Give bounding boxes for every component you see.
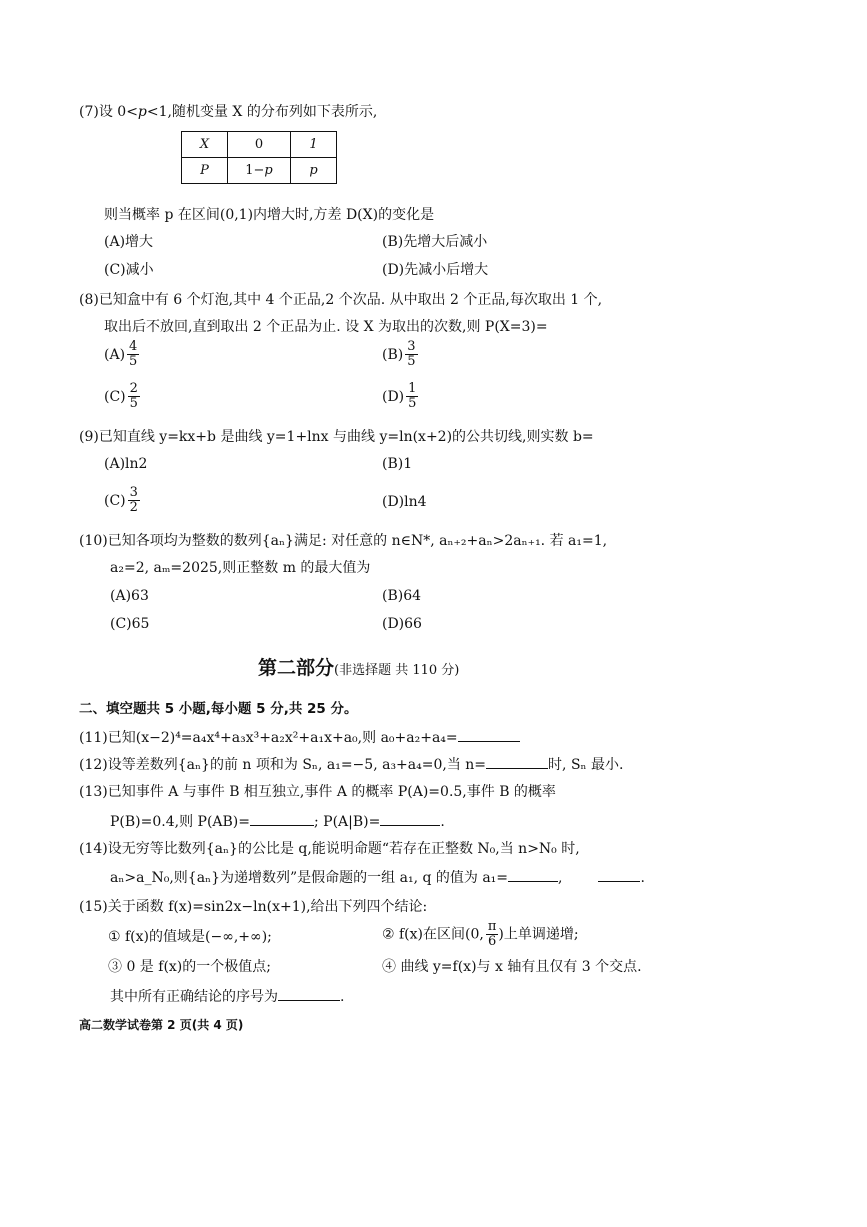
q10-stem-line1: (10)已知各项均为整数的数列{aₙ}满足: 对任意的 n∈N*, aₙ₊₂+aₙ>2aₙ₊₁. 若 a₁=1, xyxy=(79,533,608,549)
q7-stem: (7)设 0<p<1,随机变量 X 的分布列如下表所示, xyxy=(79,104,378,120)
page-footer: 高二数学试卷第 2 页(共 4 页) xyxy=(79,1018,244,1032)
q12-stem: (12)设等差数列{aₙ}的前 n 项和为 Sₙ, a₁=−5, a₃+a₄=0,当 n= 时, Sₙ 最小. xyxy=(79,757,624,773)
q11-stem: (11)已知(x−2)⁴=a₄x⁴+a₃x³+a₂x²+a₁x+a₀,则 a₀+a₂+a₄= xyxy=(79,728,520,747)
q8-option-a: (A) $\frac{4}{5}$ xyxy=(104,339,138,369)
q8-stem-line1: (8)已知盒中有 6 个灯泡,其中 4 个正品,2 个次品. 从中取出 2 个正品,每次取出 1 个, xyxy=(79,292,603,308)
table-row xyxy=(182,158,337,184)
q14-stem-line1: (14)设无穷等比数列{aₙ}的公比是 q,能说明命题“若存在正整数 N₀,当 n>N₀ 时, xyxy=(79,841,580,857)
q14-stem-line2: aₙ>a_N₀,则{aₙ}为递增数列”是假命题的一组 a₁, q 的值为 a₁= , . xyxy=(110,870,645,886)
q10-option-a: (A)63 xyxy=(110,588,149,604)
table-cell: 0 xyxy=(228,132,291,158)
fraction: $\frac{4}{5}$ xyxy=(129,339,138,369)
q8-option-c: (C) $\frac{2}{5}$ xyxy=(104,381,138,411)
answer-blank xyxy=(458,728,520,742)
answer-blank xyxy=(508,868,558,882)
fraction: $\frac{1}{5}$ xyxy=(408,381,417,411)
q15-conclusion-1: ① f(x)的值域是(−∞,+∞); xyxy=(108,929,272,945)
q7-option-b: (B)先增大后减小 xyxy=(382,234,488,250)
q9-option-c: (C) $\frac{3}{2}$ xyxy=(104,485,138,515)
q7-question: 则当概率 p 在区间(0,1)内增大时,方差 D(X)的变化是 xyxy=(104,207,435,223)
fraction: $\frac{3}{2}$ xyxy=(129,485,138,515)
table-cell: X xyxy=(182,132,228,158)
q10-stem-line2: a₂=2, aₘ=2025,则正整数 m 的最大值为 xyxy=(110,560,371,576)
answer-blank xyxy=(486,755,548,769)
q15-ending: 其中所有正确结论的序号为 . xyxy=(110,989,345,1005)
answer-blank xyxy=(278,987,340,1001)
table-cell: p xyxy=(291,158,337,184)
q9-option-d: (D)ln4 xyxy=(382,494,427,510)
q15-conclusion-2: ② f(x)在区间(0, $\frac{\pi}{6}$ )上单调递增; xyxy=(382,919,579,949)
table-row xyxy=(182,132,337,158)
table-cell: 1−p xyxy=(228,158,291,184)
q7-option-a: (A)增大 xyxy=(104,234,154,250)
q8-option-b: (B) $\frac{3}{5}$ xyxy=(382,339,416,369)
part2-title: 第二部分(非选择题 共 110 分) xyxy=(258,657,460,679)
q9-option-a: (A)ln2 xyxy=(104,456,148,472)
fill-in-section-header: 二、填空题共 5 小题,每小题 5 分,共 25 分。 xyxy=(79,701,358,717)
q10-option-b: (B)64 xyxy=(382,588,422,604)
fraction: $\frac{\pi}{6}$ xyxy=(487,919,497,949)
q7-option-c: (C)减小 xyxy=(104,262,154,278)
q9-option-b: (B)1 xyxy=(382,456,413,472)
answer-blank xyxy=(598,868,640,882)
q7-option-d: (D)先减小后增大 xyxy=(382,262,489,278)
distribution-table xyxy=(181,131,337,184)
q13-stem-line1: (13)已知事件 A 与事件 B 相互独立,事件 A 的概率 P(A)=0.5,事件 B 的概率 xyxy=(79,784,556,800)
table-cell: P xyxy=(182,158,228,184)
answer-blank xyxy=(380,812,440,826)
fraction: $\frac{2}{5}$ xyxy=(129,381,138,411)
q9-stem: (9)已知直线 y=kx+b 是曲线 y=1+lnx 与曲线 y=ln(x+2)的公共切线,则实数 b= xyxy=(79,429,594,445)
q8-stem-line2: 取出后不放回,直到取出 2 个正品为止. 设 X 为取出的次数,则 P(X=3)= xyxy=(104,319,548,335)
q15-conclusion-3: ③ 0 是 f(x)的一个极值点; xyxy=(108,959,271,975)
answer-blank xyxy=(250,812,314,826)
q15-stem: (15)关于函数 f(x)=sin2x−ln(x+1),给出下列四个结论: xyxy=(79,899,428,915)
q8-option-d: (D) $\frac{1}{5}$ xyxy=(382,381,417,411)
q13-stem-line2: P(B)=0.4,则 P(AB)= ; P(A|B)= . xyxy=(110,814,445,830)
q10-option-c: (C)65 xyxy=(110,616,150,632)
fraction: $\frac{3}{5}$ xyxy=(407,339,416,369)
q15-conclusion-4: ④ 曲线 y=f(x)与 x 轴有且仅有 3 个交点. xyxy=(382,959,642,975)
q10-option-d: (D)66 xyxy=(382,616,422,632)
table-cell: 1 xyxy=(291,132,337,158)
